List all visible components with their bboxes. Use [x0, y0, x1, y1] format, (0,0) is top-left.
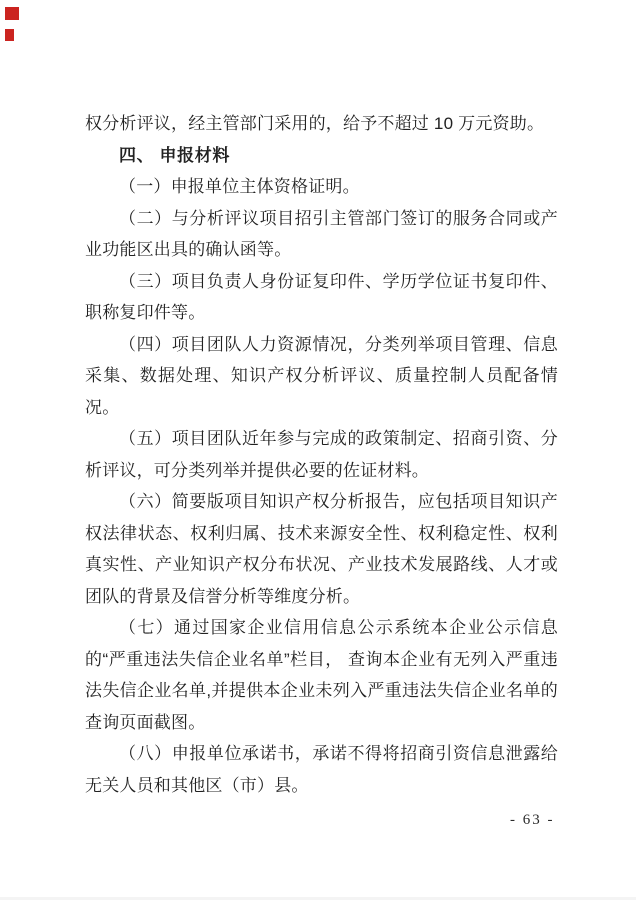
- red-scan-mark: [5, 29, 14, 41]
- paragraph: （四）项目团队人力资源情况，分类列举项目管理、信息采集、数据处理、知识产权分析评议、质量控制人员配备情况。: [85, 334, 558, 417]
- paragraph: （七）通过国家企业信用信息公示系统本企业公示信息的“严重违法失信企业名单”栏目， 查询本企业有无列入严重违法失信企业名单,并提供本企业未列入严重违法失信企业名单的查询页面截图。: [85, 618, 558, 732]
- paragraph: （六）简要版项目知识产权分析报告，应包括项目知识产权法律状态、权利归属、技术来源安全性、权利稳定性、权利真实性、产业知识产权分布状况、产业技术发展路线、人才或团队的背景及信誉分析等维度分析。: [85, 492, 558, 606]
- paragraph: 权分析评议，经主管部门采用的，给予不超过 10 万元资助。: [85, 114, 545, 133]
- paragraph: （五）项目团队近年参与完成的政策制定、招商引资、分析评议，可分类列举并提供必要的佐证材料。: [85, 429, 558, 480]
- page-number: - 63 -: [510, 812, 555, 828]
- paragraph: （三）项目负责人身份证复印件、学历学位证书复印件、职称复印件等。: [85, 271, 558, 322]
- document-body: [85, 108, 558, 801]
- paragraph: （一）申报单位主体资格证明。: [119, 177, 360, 196]
- section-heading: 四、 申报材料: [119, 145, 230, 165]
- paragraph: （二）与分析评议项目招引主管部门签订的服务合同或产业功能区出具的确认函等。: [85, 208, 558, 259]
- red-scan-mark: [5, 7, 19, 20]
- paragraph: （八）申报单位承诺书，承诺不得将招商引资信息泄露给无关人员和其他区（市）县。: [85, 744, 558, 795]
